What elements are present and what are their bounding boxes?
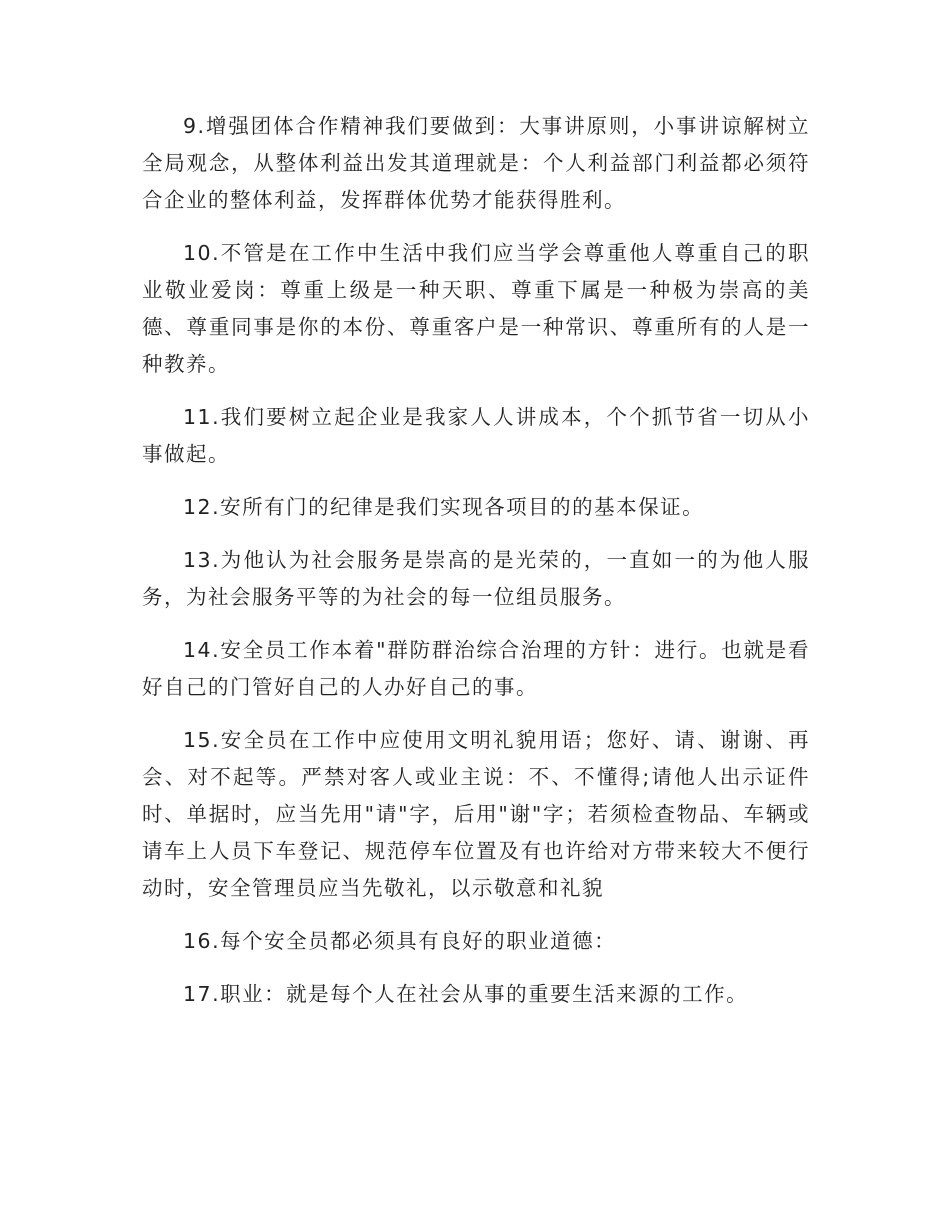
paragraph-15: 15.安全员在工作中应使用文明礼貌用语；您好、请、谢谢、再会、对不起等。严禁对客人或业主说：不、不懂得;请他人出示证件时、单据时，应当先用"请"字，后用"谢"字；若须检查物品、车辆或请车上人员下车登记、规范停车位置及有也许给对方带来较大不便行动时，安全管理员应当先敬礼，以示敬意和礼貌 (142, 728, 810, 900)
paragraph-13: 13.为他认为社会服务是崇高的是光荣的，一直如一的为他人服务，为社会服务平等的为社会的每一位组员服务。 (142, 548, 810, 609)
document-page (142, 108, 810, 1029)
paragraph-9: 9.增强团体合作精神我们要做到：大事讲原则，小事讲谅解树立全局观念，从整体利益出发其道理就是：个人利益部门利益都必须符合企业的整体利益，发挥群体优势才能获得胜利。 (142, 114, 810, 212)
paragraph-16: 16.每个安全员都必须具有良好的职业道德： (183, 929, 617, 953)
paragraph-14: 14.安全员工作本着"群防群治综合治理的方针：进行。也就是看好自己的门管好自己的人办好自己的事。 (142, 638, 810, 699)
paragraph-10: 10.不管是在工作中生活中我们应当学会尊重他人尊重自己的职业敬业爱岗：尊重上级是一种天职、尊重下属是一种极为崇高的美德、尊重同事是你的本份、尊重客户是一种常识、尊重所有的人是一种教养。 (142, 241, 810, 376)
paragraph-11: 11.我们要树立起企业是我家人人讲成本，个个抓节省一切从小事做起。 (142, 405, 810, 466)
paragraph-17: 17.职业：就是每个人在社会从事的重要生活来源的工作。 (183, 982, 749, 1006)
paragraph-12: 12.安所有门的纪律是我们实现各项目的的基本保证。 (183, 495, 705, 519)
